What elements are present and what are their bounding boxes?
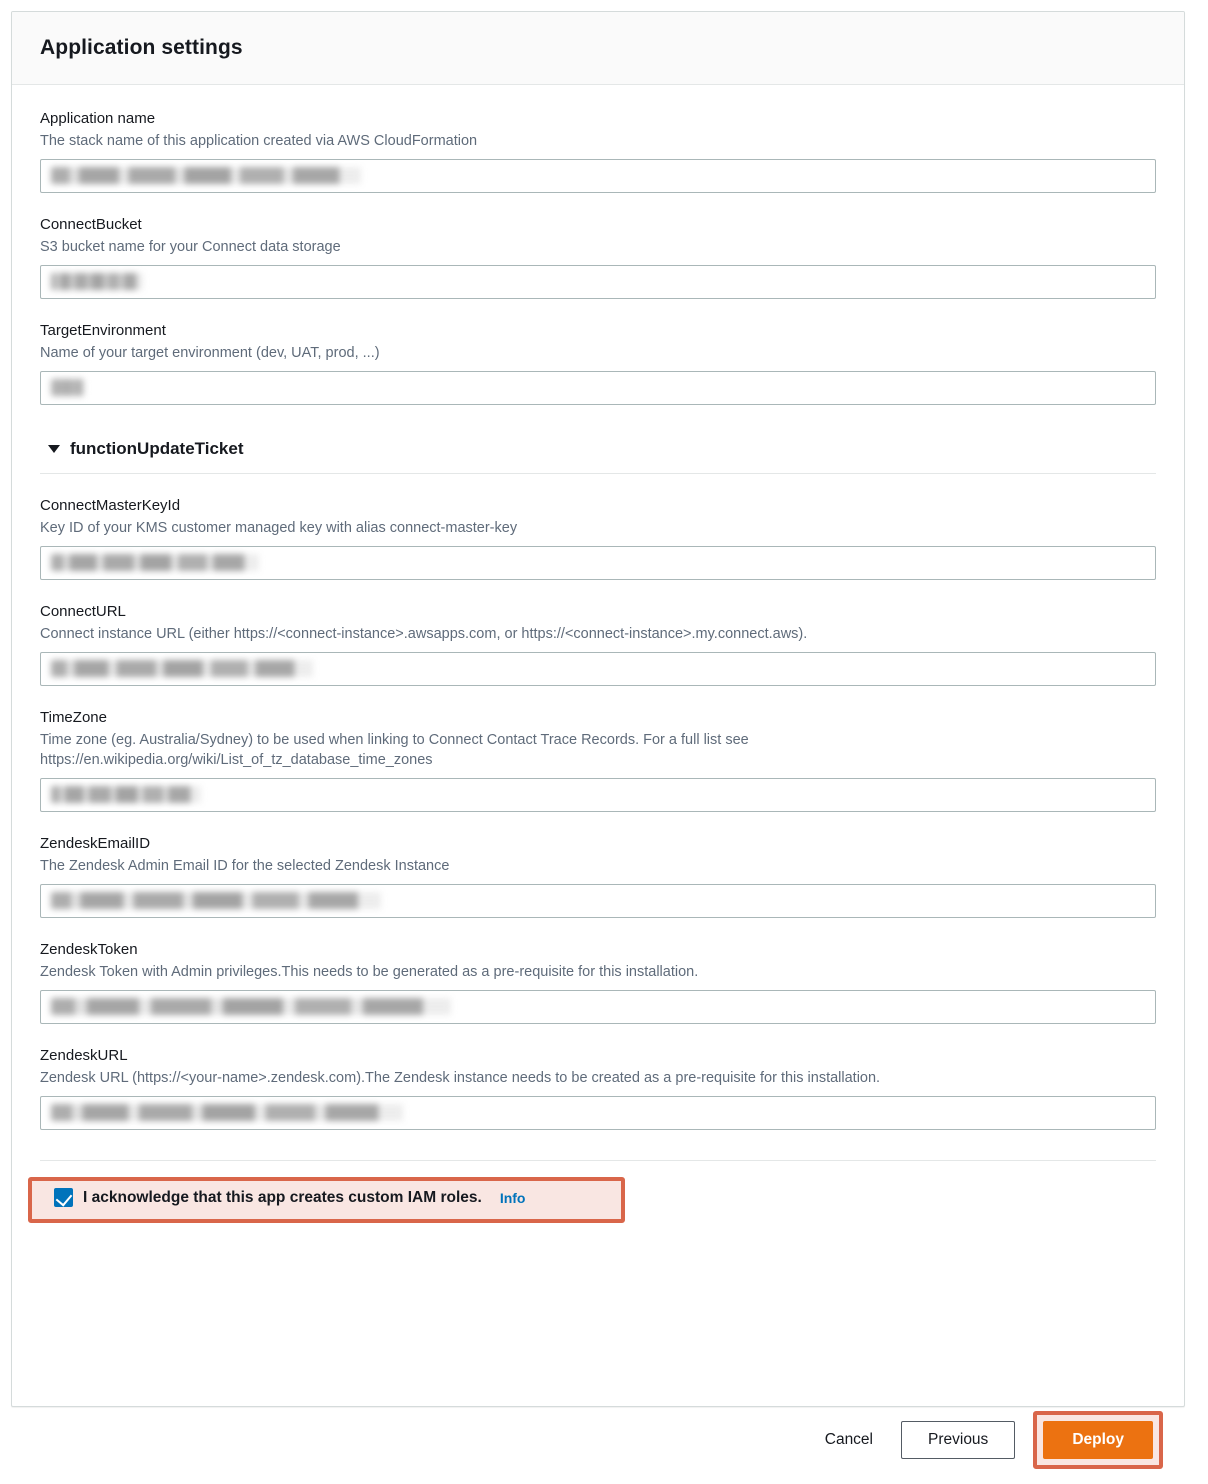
field-target-environment xyxy=(40,321,1156,405)
page-title: Application settings xyxy=(40,36,243,59)
connect-url-input[interactable] xyxy=(40,652,1156,686)
field-description: S3 bucket name for your Connect data storage xyxy=(40,239,341,255)
connect-master-key-id-input[interactable] xyxy=(40,546,1156,580)
field-label: Application name xyxy=(40,110,156,127)
zendesk-email-id-input[interactable] xyxy=(40,884,1156,918)
input-wrapper xyxy=(40,159,1156,193)
field-label: ConnectURL xyxy=(40,603,126,620)
panel-header xyxy=(12,12,1184,85)
field-label: ZendeskURL xyxy=(40,1047,128,1064)
field-label: TimeZone xyxy=(40,709,107,726)
input-wrapper xyxy=(40,778,1156,812)
field-description: Connect instance URL (either https://<connect-instance>.awsapps.com, or https://<connect-instance>.my.connect.aws). xyxy=(40,626,808,642)
field-label: ZendeskEmailID xyxy=(40,835,151,852)
target-environment-input[interactable] xyxy=(40,371,1156,405)
acknowledgement-control[interactable] xyxy=(54,1188,525,1207)
input-wrapper xyxy=(40,652,1156,686)
field-description: Key ID of your KMS customer managed key with alias connect-master-key xyxy=(40,520,518,536)
field-zendesk-url xyxy=(40,1046,1156,1130)
field-description: The stack name of this application created via AWS CloudFormation xyxy=(40,133,478,149)
field-label: ConnectMasterKeyId xyxy=(40,497,181,514)
input-wrapper xyxy=(40,990,1156,1024)
application-name-input[interactable] xyxy=(40,159,1156,193)
input-wrapper xyxy=(40,546,1156,580)
field-description: Name of your target environment (dev, UAT, prod, ...) xyxy=(40,345,380,361)
field-description: The Zendesk Admin Email ID for the selected Zendesk Instance xyxy=(40,858,450,874)
field-label: TargetEnvironment xyxy=(40,322,166,339)
connect-bucket-input[interactable] xyxy=(40,265,1156,299)
field-time-zone xyxy=(40,708,1156,812)
footer-actions xyxy=(11,1407,1185,1473)
field-description: Time zone (eg. Australia/Sydney) to be used when linking to Connect Contact Trace Records. For a full list see https://en.wikipedia.org/wiki/List_of_tz_database_time_zones xyxy=(40,732,749,768)
panel-body xyxy=(12,85,1184,1238)
field-description: Zendesk URL (https://<your-name>.zendesk.com).The Zendesk instance needs to be created as a pre-requisite for this installation. xyxy=(40,1070,881,1086)
acknowledgement-label: I acknowledge that this app creates custom IAM roles. xyxy=(83,1188,482,1206)
deploy-button[interactable]: Deploy xyxy=(1043,1421,1153,1459)
iam-acknowledge-checkbox[interactable] xyxy=(54,1188,73,1207)
input-wrapper xyxy=(40,265,1156,299)
input-wrapper xyxy=(40,884,1156,918)
section-title: functionUpdateTicket xyxy=(70,439,244,458)
cancel-button[interactable]: Cancel xyxy=(815,1425,883,1455)
field-label: ZendeskToken xyxy=(40,941,138,958)
field-zendesk-email-id xyxy=(40,834,1156,918)
caret-down-icon[interactable] xyxy=(48,445,60,453)
field-description: Zendesk Token with Admin privileges.This needs to be generated as a pre-requisite for this installation. xyxy=(40,964,699,980)
zendesk-url-input[interactable] xyxy=(40,1096,1156,1130)
time-zone-input[interactable] xyxy=(40,778,1156,812)
field-zendesk-token xyxy=(40,940,1156,1024)
field-application-name xyxy=(40,109,1156,193)
field-connect-bucket xyxy=(40,215,1156,299)
input-wrapper xyxy=(40,1096,1156,1130)
application-settings-panel xyxy=(11,11,1185,1407)
deploy-button-wrapper xyxy=(1033,1411,1163,1469)
section-header-function-update-ticket[interactable] xyxy=(40,439,1156,474)
zendesk-token-input[interactable] xyxy=(40,990,1156,1024)
acknowledgement-row xyxy=(40,1160,1156,1238)
field-connect-master-key-id xyxy=(40,496,1156,580)
field-label: ConnectBucket xyxy=(40,216,142,233)
previous-button[interactable]: Previous xyxy=(901,1421,1015,1459)
info-link[interactable]: Info xyxy=(499,1189,526,1206)
field-connect-url xyxy=(40,602,1156,686)
input-wrapper xyxy=(40,371,1156,405)
